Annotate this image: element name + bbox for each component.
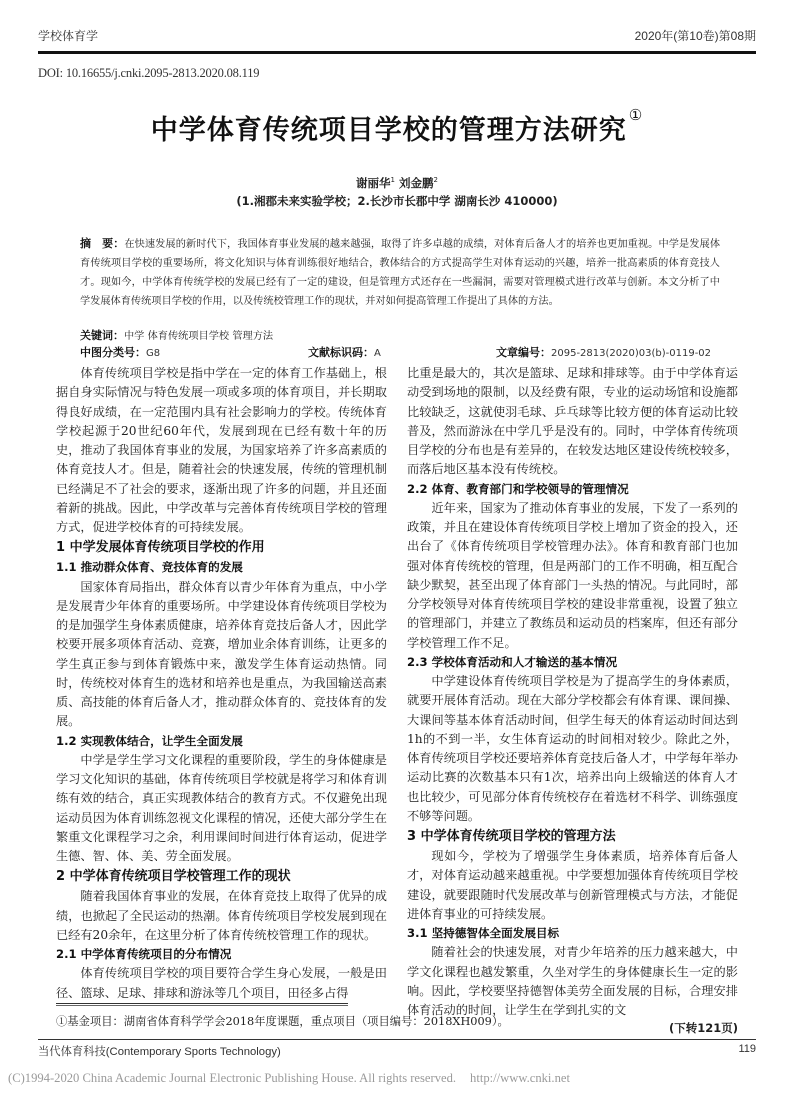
abstract-label: 摘 要： <box>80 237 125 250</box>
cnki-link[interactable]: http://www.cnki.net <box>470 1071 570 1085</box>
clc-label: 中图分类号： <box>80 346 146 359</box>
section-2-3-paragraph: 中学建设体育传统项目学校是为了提高学生的身体素质，就要开展体育活动。现在大部分学校都会有体育课、课间操、大课间等基本体育活动时间，但学生每天的体育运动时间达到1h的不到一半，女生体育运动的时间相对较少。除此之外，体育传统项目学校还要培养体育竞技后备人才，中学每年举办运动比赛的次数基本只有1次，培养出向上级输送的体育人才也比较少，可见部分体育传统校存在着选材不科学、训练强度不够等问题。 <box>407 674 738 823</box>
author-list <box>0 175 794 191</box>
keywords-label: 关键词： <box>80 329 124 342</box>
title-footnote-marker: ① <box>628 106 644 124</box>
article-no-label: 文章编号： <box>496 346 551 359</box>
copyright-notice <box>8 1071 570 1086</box>
abstract <box>80 234 720 311</box>
author-name: 刘金鹏 <box>399 176 434 190</box>
section-2-1-paragraph-continued: 比重是最大的，其次是篮球、足球和排球等。由于中学体育运动受到场地的限制，以及经费有限，专业的运动场馆和设施都比较缺乏，这就使羽毛球、乒乓球等比较方便的体育运动比较普及，然而游泳在中学几乎是没有的。同时，中学体育传统项目学校的分布也是有差异的，在较发达地区建设传统校较多，而落后地区基本没有传统校。 <box>407 366 738 477</box>
footer-rule <box>38 1039 756 1040</box>
section-3-1-heading: 3.1 坚持德智体全面发展目标 <box>407 926 560 940</box>
document-code <box>308 344 381 360</box>
page-number: 119 <box>738 1043 756 1055</box>
continued-note: (下转121页) <box>668 1021 738 1036</box>
running-header-section: 学校体育学 <box>38 29 99 43</box>
affiliation: (1.湘郡未来实验学校；2.长沙市长郡中学 湖南长沙 410000) <box>236 194 558 208</box>
body-column-left <box>56 364 387 1003</box>
article-title <box>0 108 794 147</box>
section-3-paragraph: 现如今，学校为了增强学生身体素质，培养体育后备人才，对体育运动越来越重视。中学要想加强体育传统项目学校建设，就要跟随时代发展改革与创新管理模式与方法，才能促进体育事业的可持续发展。 <box>407 849 738 921</box>
author-affil-marker: 1 <box>390 176 395 185</box>
footer-journal-name: 当代体育科技(Contemporary Sports Technology) <box>38 1046 281 1058</box>
article-no-value: 2095-2813(2020)03(b)-0119-02 <box>551 348 712 359</box>
section-2-1-heading: 2.1 中学体育传统项目的分布情况 <box>56 947 232 961</box>
body-column-right <box>407 364 738 1037</box>
clc-value: G8 <box>146 348 161 359</box>
doi-line[interactable]: DOI: 10.16655/j.cnki.2095-2813.2020.08.119 <box>38 66 260 80</box>
doc-code-label: 文献标识码： <box>308 346 374 359</box>
section-2-1-paragraph: 体育传统项目学校的项目要符合学生身心发展，一般是田径、篮球、足球、排球和游泳等几个项目，田径多占得 <box>56 966 387 1000</box>
doc-code-value: A <box>374 348 381 359</box>
section-2-2-heading: 2.2 体育、教育部门和学校领导的管理情况 <box>407 481 629 496</box>
footnote-rule <box>56 1003 348 1006</box>
author-affil-marker: 2 <box>433 176 438 185</box>
section-3-heading: 3 中学体育传统项目学校的管理方法 <box>407 829 616 844</box>
article-number <box>496 344 711 360</box>
section-2-2-paragraph: 近年来，国家为了推动体育事业的发展，下发了一系列的政策，并且在建设体育传统项目学校上增加了资金的投入，还出台了《体育传统项目学校管理办法》。体育和教育部门也加强对体育传统校的管理，但是两部门的工作不明确，相互配合缺少默契，甚至出现了体育部门一头热的情况。与此同时，部分学校领导对体育传统项目学校的建设非常重视，设置了独立的管理部门，并建立了教练员和运动员的档案库，但还有部分学校管理工作不足。 <box>407 500 738 650</box>
copyright-text: (C)1994-2020 China Academic Journal Electronic Publishing House. All rights reserved. <box>8 1071 457 1085</box>
header-rule <box>38 51 756 54</box>
footnote: ①基金项目：湖南省体育科学学会2018年度课题，重点项目（项目编号：2018XH009）。 <box>56 1015 509 1028</box>
section-1-1-paragraph: 国家体育局指出，群众体育以青少年体育为重点，中小学是发展青少年体育的重要场所。中学建设体育传统项目学校为的是加强学生身体素质健康，培养体育竞技后备人才，因此学校要开展多项体育活动、竞赛，增加业余体育训练，让更多的学生真正参与到体育锻炼中来，激发学生体育运动热情。同时，传统校对体育生的选材和培养也是重点，为我国输送高素质、高技能的体育后备人才，推动群众体育的、竞技体育的发展。 <box>56 579 387 729</box>
section-3-1-paragraph: 随着社会的快速发展，对青少年培养的压力越来越大，中学文化课程也越发繁重，久坐对学生的身体健康长生一定的影响。因此，学校要坚持德智体美劳全面发展的目标，合理安排体育活动的时间，让学生在学到扎实的文 <box>407 945 738 1017</box>
section-1-2-paragraph: 中学是学生学习文化课程的重要阶段，学生的身体健康是学习文化知识的基础，体育传统项目学校就是将学习和体育训练有效的结合，真正实现教体结合的教育方式。不仅避免出现运动员因为体育训练忽视文化课程的情况，还使大部分学生在繁重文化课程学习之余，利用课间时间进行体育运动，促进学生德、智、体、美、劳全面发展。 <box>56 752 387 863</box>
running-header-issue: 2020年(第10卷)第08期 <box>634 29 756 43</box>
clc-number <box>80 344 160 360</box>
section-1-1-heading: 1.1 推动群众体育、竞技体育的发展 <box>56 560 243 575</box>
section-1-2-heading: 1.2 实现教体结合，让学生全面发展 <box>56 733 243 748</box>
intro-paragraph: 体育传统项目学校是指中学在一定的体育工作基础上，根据自身实际情况与特色发展一项或多项的体育项目，并长期取得良好成绩，在一定范围内具有社会影响力的学校。传统体育学校起源于20世纪60年代，发展到现在已经有数十年的历史，推动了我国体育事业的发展，为国家培养了许多高素质的体育竞技人才。但是，随着社会的快速发展，传统的管理机制已经满足不了社会的要求，逐渐出现了许多的问题，并且还面着新的挑战。因此，中学改革与完善体育传统项目学校的管理方式，促进学校体育的可持续发展。 <box>56 366 387 534</box>
section-2-3-heading: 2.3 学校体育活动和人才输送的基本情况 <box>407 654 618 669</box>
keywords-text: 中学 体育传统项目学校 管理方法 <box>124 331 274 342</box>
section-1-heading: 1 中学发展体育传统项目学校的作用 <box>56 540 265 556</box>
title-text: 中学体育传统项目学校的管理方法研究 <box>150 115 627 146</box>
keywords <box>80 327 273 343</box>
section-2-heading: 2 中学体育传统项目学校管理工作的现状 <box>56 869 291 885</box>
author-name: 谢丽华 <box>356 176 391 190</box>
section-2-paragraph: 随着我国体育事业的发展，在体育竞技上取得了优异的成绩，也掀起了全民运动的热潮。体育传统项目学校发展到现在已经有20余年，在这里分析了体育传统校管理工作的现状。 <box>56 889 387 942</box>
abstract-text: 在快速发展的新时代下，我国体育事业发展的越来越强，取得了许多卓越的成绩，对体育后备人才的培养也更加重视。中学是发展体育传统项目学校的重要场所，将文化知识与体育训练很好地结合，教体结合的方式提高学生对体育运动的兴趣，培养一批高素质的体育竞技人才。现如今，中学体育传统学校的发展已经有了一定的建设，但是管理方式还存在一些漏洞，需要对管理模式进行改革与创新。本文分析了中学发展体育传统项目学校的作用，以及传统校管理工作的现状，并对如何提高管理工作提出了具体的方法。 <box>80 239 721 307</box>
